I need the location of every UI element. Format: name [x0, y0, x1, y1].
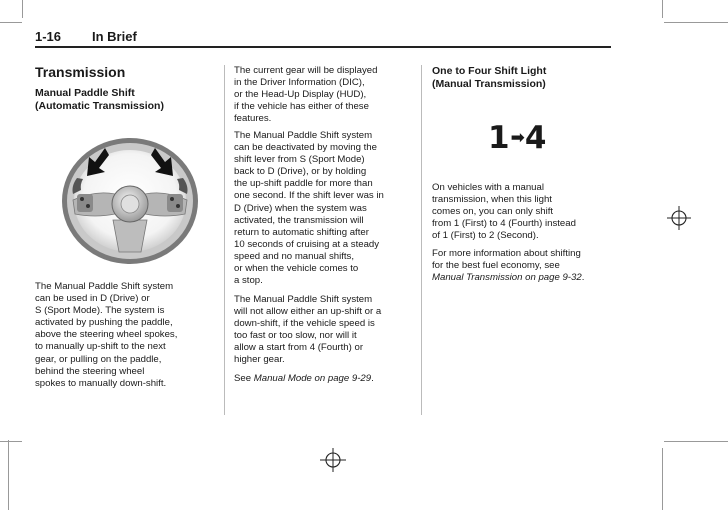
- deactivation-paragraph: The Manual Paddle Shift system can be deactivated by moving the shift lever from S (Sport Mode) back to D (Drive), or by holding the up-shift paddle for more than one second. If the shift lever was in D (Drive) when the system was activated, the transmission will return to automatic shifting after 10 seconds of cruising at a steady speed and no manual shifts, or when the vehicle comes to a stop.: [234, 130, 384, 287]
- crop-mark-bl-v: [8, 440, 9, 510]
- crop-mark-tr-v: [662, 0, 663, 18]
- fuel-economy-reference: [432, 248, 617, 284]
- transmission-heading: Transmission: [35, 64, 126, 80]
- see-prefix: See: [234, 373, 254, 384]
- see-reference: [234, 373, 418, 385]
- column-divider-2: [421, 65, 422, 415]
- gear-display-paragraph: The current gear will be displayed in the Driver Information (DIC), or the Head-Up Display (HUD), if the vehicle has either of these features.: [234, 65, 378, 125]
- fuel-economy-prefix: For more information about shifting for the best fuel economy, see: [432, 248, 581, 272]
- crop-mark-br-h: [664, 441, 728, 442]
- manual-mode-link[interactable]: Manual Mode on page 9-29: [253, 373, 372, 384]
- crop-mark-br-v: [662, 448, 663, 510]
- one-to-four-symbol: [488, 121, 546, 155]
- crop-mark-tr-h: [664, 22, 728, 23]
- registration-mark-right: [667, 206, 691, 230]
- right-arrow-icon: ➡: [510, 128, 525, 148]
- gear-one-digit: 1: [488, 120, 510, 156]
- paddle-shift-description: The Manual Paddle Shift system can be used in D (Drive) or S (Sport Mode). The system is activated by pushing the paddle, above the steering wheel spokes, to manually up-shift to the next gear, or pulling on the paddle, behind the steering wheel spokes to manually down-shift.: [35, 281, 178, 389]
- shift-light-subheading: One to Four Shift Light (Manual Transmission): [432, 65, 547, 90]
- page-number: 1-16: [35, 29, 62, 44]
- speed-limit-paragraph: The Manual Paddle Shift system will not allow either an up-shift or a down-shift, if the vehicle speed is too fast or too slow, nor will it allow a start from 4 (Fourth) or higher gear.: [234, 294, 382, 366]
- manual-transmission-link[interactable]: Manual Transmission on page 9-32: [432, 272, 582, 284]
- paddle-shift-subheading: Manual Paddle Shift (Automatic Transmission): [35, 87, 164, 112]
- gear-four-digit: 4: [524, 120, 547, 156]
- crop-mark-bl-h: [0, 441, 22, 442]
- see-suffix: .: [371, 373, 374, 384]
- crop-mark-tl-h: [0, 22, 22, 23]
- crop-mark-tl-v: [22, 0, 23, 18]
- fuel-economy-suffix: .: [581, 272, 585, 284]
- steering-wheel-illustration: [55, 128, 205, 270]
- column-divider-1: [224, 65, 225, 415]
- section-title: In Brief: [92, 29, 137, 44]
- shift-light-description: On vehicles with a manual transmission, when this light comes on, you can only shift from 1 (First) to 4 (Fourth) instead of 1 (First) to 2 (Second).: [432, 182, 576, 242]
- registration-mark-bottom: [320, 448, 346, 472]
- header-rule: [35, 46, 611, 48]
